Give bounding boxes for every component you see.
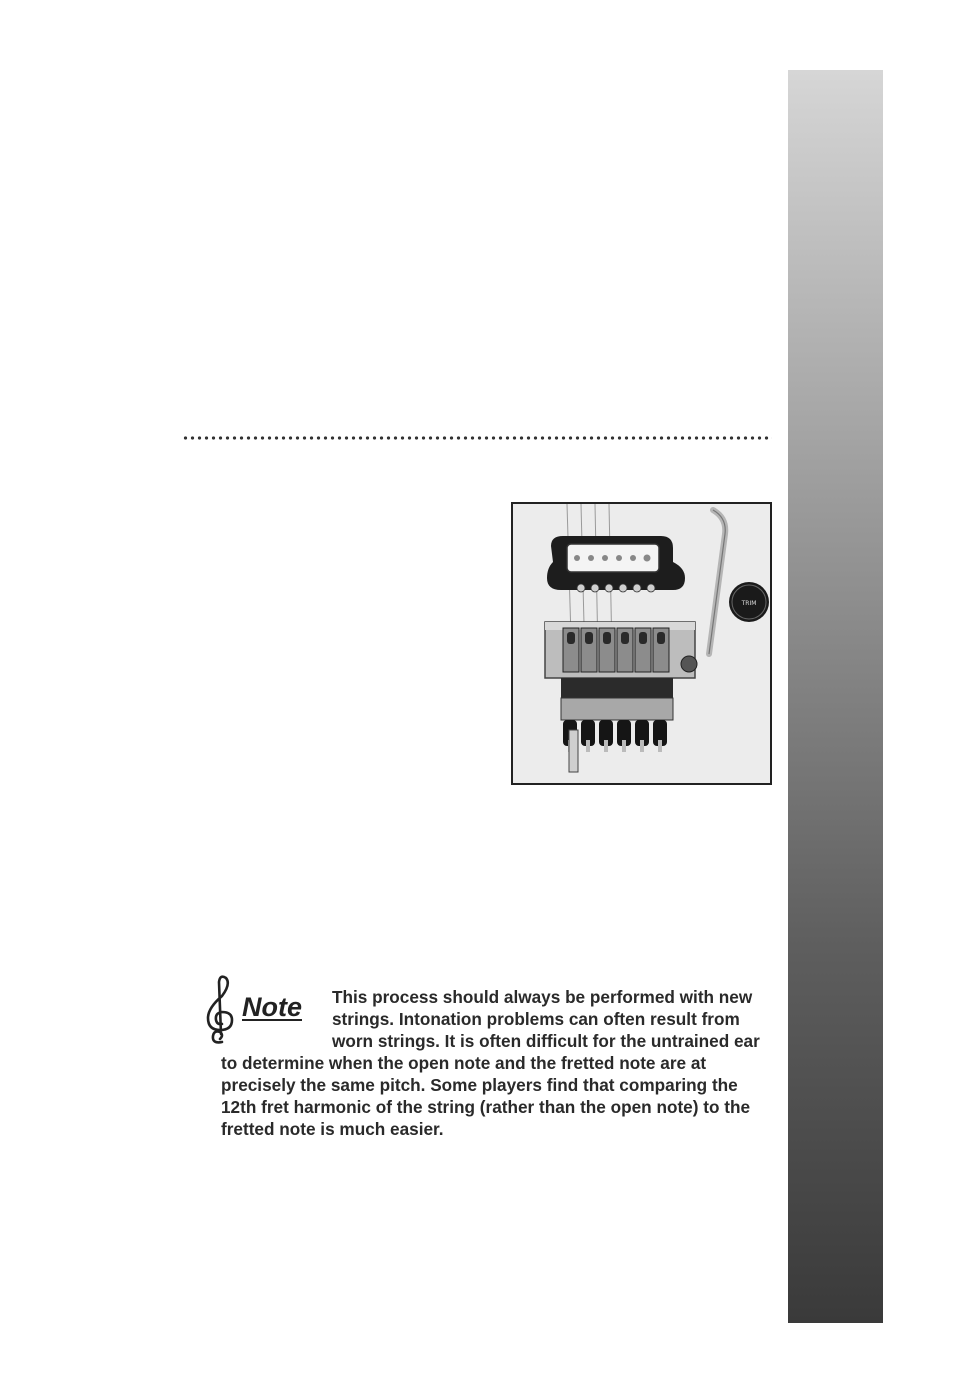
dotted-divider (182, 436, 772, 440)
note-body (221, 986, 766, 1140)
knob-label: TRIM (741, 600, 757, 607)
bridge-photo (511, 502, 772, 785)
note-body-text: This process should always be performed with new strings. Intonation problems can often result from worn strings. It is often difficult for the untrained ear to determine when the open note and the fretted note are at precisely the same pitch. Some players find that comparing the 12th fret harmonic of the string (rather than the open note) to the fretted note is much easier. (221, 987, 760, 1139)
note-title: Note (242, 992, 302, 1022)
tremolo-bridge-illustration (513, 504, 770, 783)
side-tab (788, 70, 883, 1323)
